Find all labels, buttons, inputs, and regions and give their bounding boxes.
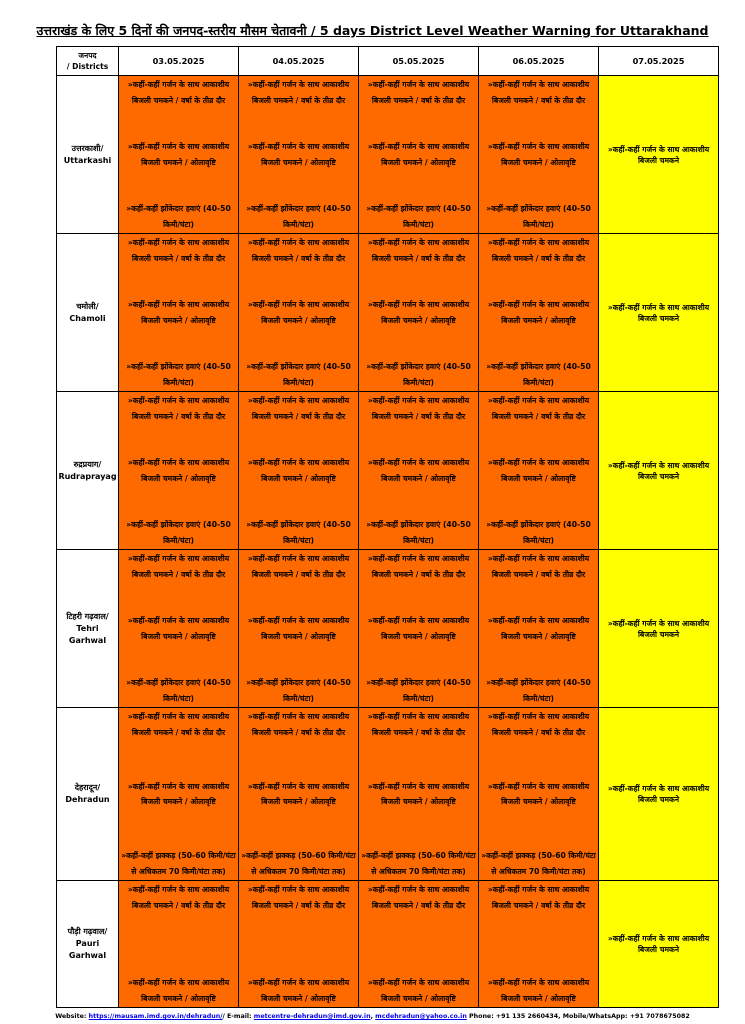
date-header: 07.05.2025	[599, 47, 719, 76]
warning-cell-yellow	[599, 881, 719, 1008]
warning-cell-orange	[119, 881, 239, 1008]
warning-text: »कहीं-कहीं झोंकेदार हवाएं (40-50 किमी/घंटा)	[486, 362, 591, 387]
warning-text: »कहीं-कहीं गर्जन के साथ आकाशीय बिजली चमकने / वर्षा के तीव्र दौर	[247, 712, 350, 737]
warning-cell-orange	[359, 881, 479, 1008]
warning-text: »कहीं-कहीं गर्जन के साथ आकाशीय बिजली चमकने / वर्षा के तीव्र दौर	[247, 554, 350, 579]
warning-text: »कहीं-कहीं गर्जन के साथ आकाशीय बिजली चमकने / वर्षा के तीव्र दौर	[127, 80, 230, 105]
warning-text: »कहीं-कहीं झोंकेदार हवाएं (40-50 किमी/घंटा)	[126, 362, 231, 387]
warning-cell-orange	[359, 76, 479, 234]
warning-text: »कहीं-कहीं गर्जन के साथ आकाशीय बिजली चमकने / ओलावृष्टि	[127, 978, 230, 1003]
warning-cell-orange	[239, 708, 359, 881]
warning-text: »कहीं-कहीं गर्जन के साथ आकाशीय बिजली चमकने	[607, 302, 710, 323]
warning-cell-orange	[119, 550, 239, 708]
warning-cell-orange	[239, 76, 359, 234]
warning-text: »कहीं-कहीं गर्जन के साथ आकाशीय बिजली चमकने / ओलावृष्टि	[367, 300, 470, 325]
warning-text: »कहीं-कहीं गर्जन के साथ आकाशीय बिजली चमकने / ओलावृष्टि	[487, 458, 590, 483]
warning-cell-orange	[479, 392, 599, 550]
warning-text: »कहीं-कहीं गर्जन के साथ आकाशीय बिजली चमकने / वर्षा के तीव्र दौर	[127, 396, 230, 421]
warning-text: »कहीं-कहीं गर्जन के साथ आकाशीय बिजली चमकने / वर्षा के तीव्र दौर	[367, 885, 470, 910]
warning-text: »कहीं-कहीं झोंकेदार हवाएं (40-50 किमी/घंटा)	[126, 204, 231, 229]
warning-text: »कहीं-कहीं गर्जन के साथ आकाशीय बिजली चमकने / ओलावृष्टि	[367, 616, 470, 641]
warning-cell-orange	[479, 76, 599, 234]
warning-text: »कहीं-कहीं गर्जन के साथ आकाशीय बिजली चमकने / ओलावृष्टि	[487, 142, 590, 167]
district-name: देहरादून/ Dehradun	[57, 708, 119, 881]
warning-text: »कहीं-कहीं गर्जन के साथ आकाशीय बिजली चमकने	[607, 460, 710, 481]
warning-text: »कहीं-कहीं गर्जन के साथ आकाशीय बिजली चमकने / ओलावृष्टि	[247, 142, 350, 167]
warning-text: »कहीं-कहीं गर्जन के साथ आकाशीय बिजली चमकने / ओलावृष्टि	[487, 978, 590, 1003]
warning-text: »कहीं-कहीं झोंकेदार हवाएं (40-50 किमी/घंटा)	[366, 520, 471, 545]
warning-cell-orange	[479, 881, 599, 1008]
district-name: चमोली/ Chamoli	[57, 234, 119, 392]
warning-text: »कहीं-कहीं गर्जन के साथ आकाशीय बिजली चमकने / ओलावृष्टि	[487, 300, 590, 325]
warning-text: »कहीं-कहीं झोंकेदार हवाएं (40-50 किमी/घंटा)	[366, 204, 471, 229]
warning-text: »कहीं-कहीं गर्जन के साथ आकाशीय बिजली चमकने	[607, 618, 710, 639]
district-name: उत्तरकाशी/ Uttarkashi	[57, 76, 119, 234]
warning-text: »कहीं-कहीं गर्जन के साथ आकाशीय बिजली चमकने / ओलावृष्टि	[127, 458, 230, 483]
warning-text: »कहीं-कहीं गर्जन के साथ आकाशीय बिजली चमकने / वर्षा के तीव्र दौर	[127, 712, 230, 737]
warning-table	[56, 46, 719, 1008]
warning-cell-orange	[359, 392, 479, 550]
warning-text: »कहीं-कहीं गर्जन के साथ आकाशीय बिजली चमकने / ओलावृष्टि	[247, 781, 350, 806]
date-header: 06.05.2025	[479, 47, 599, 76]
date-header: 03.05.2025	[119, 47, 239, 76]
warning-cell-orange	[359, 234, 479, 392]
district-name: पौड़ी गढ़वाल/ Pauri Garhwal	[57, 881, 119, 1008]
warning-text: »कहीं-कहीं झोंकेदार हवाएं (40-50 किमी/घंटा)	[126, 678, 231, 703]
warning-cell-orange	[359, 550, 479, 708]
district-row	[57, 392, 719, 550]
website-link[interactable]: https://mausam.imd.gov.in/dehradun/	[88, 1013, 223, 1020]
warning-cell-orange	[119, 76, 239, 234]
warning-cell-orange	[119, 392, 239, 550]
warning-text: »कहीं-कहीं गर्जन के साथ आकाशीय बिजली चमकने / ओलावृष्टि	[127, 142, 230, 167]
warning-text: »कहीं-कहीं गर्जन के साथ आकाशीय बिजली चमकने	[607, 784, 710, 804]
warning-text: »कहीं-कहीं झोंकेदार हवाएं (40-50 किमी/घंटा)	[486, 204, 591, 229]
warning-cell-orange	[119, 234, 239, 392]
warning-text: »कहीं-कहीं झोंकेदार हवाएं (40-50 किमी/घंटा)	[486, 678, 591, 703]
email-link-2[interactable]: mcdehradun@yahoo.co.in	[375, 1013, 467, 1020]
date-header: 05.05.2025	[359, 47, 479, 76]
warning-text: »कहीं-कहीं गर्जन के साथ आकाशीय बिजली चमकने / वर्षा के तीव्र दौर	[247, 396, 350, 421]
warning-text: »कहीं-कहीं गर्जन के साथ आकाशीय बिजली चमकने / ओलावृष्टि	[247, 978, 350, 1003]
warning-text: »कहीं-कहीं गर्जन के साथ आकाशीय बिजली चमकने / ओलावृष्टि	[247, 300, 350, 325]
warning-text: »कहीं-कहीं झक्कड़ (50-60 किमी/घंटा से अधिकतम 70 किमी/घंटा तक)	[241, 851, 356, 876]
warning-text: »कहीं-कहीं गर्जन के साथ आकाशीय बिजली चमकने / ओलावृष्टि	[127, 616, 230, 641]
warning-cell-orange	[359, 708, 479, 881]
warning-text: »कहीं-कहीं गर्जन के साथ आकाशीय बिजली चमकने / वर्षा के तीव्र दौर	[367, 80, 470, 105]
district-row	[57, 76, 719, 234]
warning-text: »कहीं-कहीं झक्कड़ (50-60 किमी/घंटा से अधिकतम 70 किमी/घंटा तक)	[361, 851, 476, 876]
warning-cell-orange	[479, 234, 599, 392]
warning-cell-yellow	[599, 76, 719, 234]
warning-text: »कहीं-कहीं गर्जन के साथ आकाशीय बिजली चमकने / ओलावृष्टि	[487, 616, 590, 641]
warning-text: »कहीं-कहीं झोंकेदार हवाएं (40-50 किमी/घंटा)	[486, 520, 591, 545]
warning-text: »कहीं-कहीं गर्जन के साथ आकाशीय बिजली चमकने / ओलावृष्टि	[487, 781, 590, 806]
warning-text: »कहीं-कहीं झोंकेदार हवाएं (40-50 किमी/घंटा)	[366, 678, 471, 703]
warning-text: »कहीं-कहीं झक्कड़ (50-60 किमी/घंटा से अधिकतम 70 किमी/घंटा तक)	[121, 851, 236, 876]
warning-text: »कहीं-कहीं गर्जन के साथ आकाशीय बिजली चमकने / वर्षा के तीव्र दौर	[247, 80, 350, 105]
warning-text: »कहीं-कहीं झोंकेदार हवाएं (40-50 किमी/घंटा)	[126, 520, 231, 545]
warning-cell-orange	[239, 392, 359, 550]
warning-cell-orange	[119, 708, 239, 881]
warning-text: »कहीं-कहीं गर्जन के साथ आकाशीय बिजली चमकने	[607, 144, 710, 165]
warning-text: »कहीं-कहीं गर्जन के साथ आकाशीय बिजली चमकने / ओलावृष्टि	[367, 978, 470, 1003]
warning-cell-orange	[239, 881, 359, 1008]
district-row	[57, 234, 719, 392]
warning-cell-yellow	[599, 392, 719, 550]
warning-text: »कहीं-कहीं झोंकेदार हवाएं (40-50 किमी/घंटा)	[246, 678, 351, 703]
warning-text: »कहीं-कहीं गर्जन के साथ आकाशीय बिजली चमकने / वर्षा के तीव्र दौर	[487, 396, 590, 421]
district-row	[57, 550, 719, 708]
warning-text: »कहीं-कहीं गर्जन के साथ आकाशीय बिजली चमकने	[607, 934, 710, 954]
warning-text: »कहीं-कहीं गर्जन के साथ आकाशीय बिजली चमकने / वर्षा के तीव्र दौर	[247, 885, 350, 910]
district-name: टिहरी गढ़वाल/ Tehri Garhwal	[57, 550, 119, 708]
warning-text: »कहीं-कहीं गर्जन के साथ आकाशीय बिजली चमकने / वर्षा के तीव्र दौर	[127, 554, 230, 579]
warning-text: »कहीं-कहीं गर्जन के साथ आकाशीय बिजली चमकने / वर्षा के तीव्र दौर	[487, 238, 590, 263]
warning-cell-yellow	[599, 708, 719, 881]
page-title: उत्तराखंड के लिए 5 दिनों की जनपद-स्तरीय मौसम चेतावनी / 5 days District Level Weather Warning for Uttarakhand	[36, 23, 709, 38]
warning-cell-orange	[239, 550, 359, 708]
warning-text: »कहीं-कहीं गर्जन के साथ आकाशीय बिजली चमकने / वर्षा के तीव्र दौर	[487, 712, 590, 737]
warning-cell-orange	[239, 234, 359, 392]
email-link[interactable]: metcentre-dehradun@imd.gov.in	[253, 1013, 371, 1020]
warning-text: »कहीं-कहीं गर्जन के साथ आकाशीय बिजली चमकने / ओलावृष्टि	[367, 781, 470, 806]
warning-text: »कहीं-कहीं गर्जन के साथ आकाशीय बिजली चमकने / ओलावृष्टि	[247, 458, 350, 483]
warning-cell-yellow	[599, 550, 719, 708]
header-row	[57, 47, 719, 76]
warning-text: »कहीं-कहीं गर्जन के साथ आकाशीय बिजली चमकने / वर्षा के तीव्र दौर	[487, 80, 590, 105]
warning-text: »कहीं-कहीं गर्जन के साथ आकाशीय बिजली चमकने / ओलावृष्टि	[367, 142, 470, 167]
warning-text: »कहीं-कहीं झोंकेदार हवाएं (40-50 किमी/घंटा)	[366, 362, 471, 387]
warning-text: »कहीं-कहीं झोंकेदार हवाएं (40-50 किमी/घंटा)	[246, 204, 351, 229]
warning-text: »कहीं-कहीं झक्कड़ (50-60 किमी/घंटा से अधिकतम 70 किमी/घंटा तक)	[481, 851, 596, 876]
district-row	[57, 881, 719, 1008]
warning-text: »कहीं-कहीं गर्जन के साथ आकाशीय बिजली चमकने / ओलावृष्टि	[367, 458, 470, 483]
warning-text: »कहीं-कहीं गर्जन के साथ आकाशीय बिजली चमकने / वर्षा के तीव्र दौर	[247, 238, 350, 263]
warning-text: »कहीं-कहीं गर्जन के साथ आकाशीय बिजली चमकने / वर्षा के तीव्र दौर	[127, 885, 230, 910]
warning-text: »कहीं-कहीं गर्जन के साथ आकाशीय बिजली चमकने / ओलावृष्टि	[127, 300, 230, 325]
warning-text: »कहीं-कहीं गर्जन के साथ आकाशीय बिजली चमकने / वर्षा के तीव्र दौर	[487, 885, 590, 910]
warning-text: »कहीं-कहीं गर्जन के साथ आकाशीय बिजली चमकने / वर्षा के तीव्र दौर	[367, 712, 470, 737]
district-name: रुद्रप्रयाग/ Rudraprayag	[57, 392, 119, 550]
warning-text: »कहीं-कहीं गर्जन के साथ आकाशीय बिजली चमकने / ओलावृष्टि	[247, 616, 350, 641]
footer-contact: Website: https://mausam.imd.gov.in/dehradun// E-mail: metcentre-dehradun@imd.gov.in, mcdehradun@yahoo.co.in Phone: +91 135 2660434, Mobile/WhatsApp: +91 7078675082	[55, 1013, 690, 1020]
warning-cell-yellow	[599, 234, 719, 392]
date-header: 04.05.2025	[239, 47, 359, 76]
warning-cell-orange	[479, 708, 599, 881]
warning-text: »कहीं-कहीं गर्जन के साथ आकाशीय बिजली चमकने / वर्षा के तीव्र दौर	[367, 396, 470, 421]
district-column-header: जनपद / Districts	[57, 47, 119, 76]
warning-text: »कहीं-कहीं गर्जन के साथ आकाशीय बिजली चमकने / वर्षा के तीव्र दौर	[367, 554, 470, 579]
warning-text: »कहीं-कहीं गर्जन के साथ आकाशीय बिजली चमकने / ओलावृष्टि	[127, 781, 230, 806]
warning-text: »कहीं-कहीं गर्जन के साथ आकाशीय बिजली चमकने / वर्षा के तीव्र दौर	[127, 238, 230, 263]
warning-text: »कहीं-कहीं गर्जन के साथ आकाशीय बिजली चमकने / वर्षा के तीव्र दौर	[367, 238, 470, 263]
warning-text: »कहीं-कहीं गर्जन के साथ आकाशीय बिजली चमकने / वर्षा के तीव्र दौर	[487, 554, 590, 579]
warning-cell-orange	[479, 550, 599, 708]
district-row	[57, 708, 719, 881]
warning-text: »कहीं-कहीं झोंकेदार हवाएं (40-50 किमी/घंटा)	[246, 362, 351, 387]
warning-text: »कहीं-कहीं झोंकेदार हवाएं (40-50 किमी/घंटा)	[246, 520, 351, 545]
